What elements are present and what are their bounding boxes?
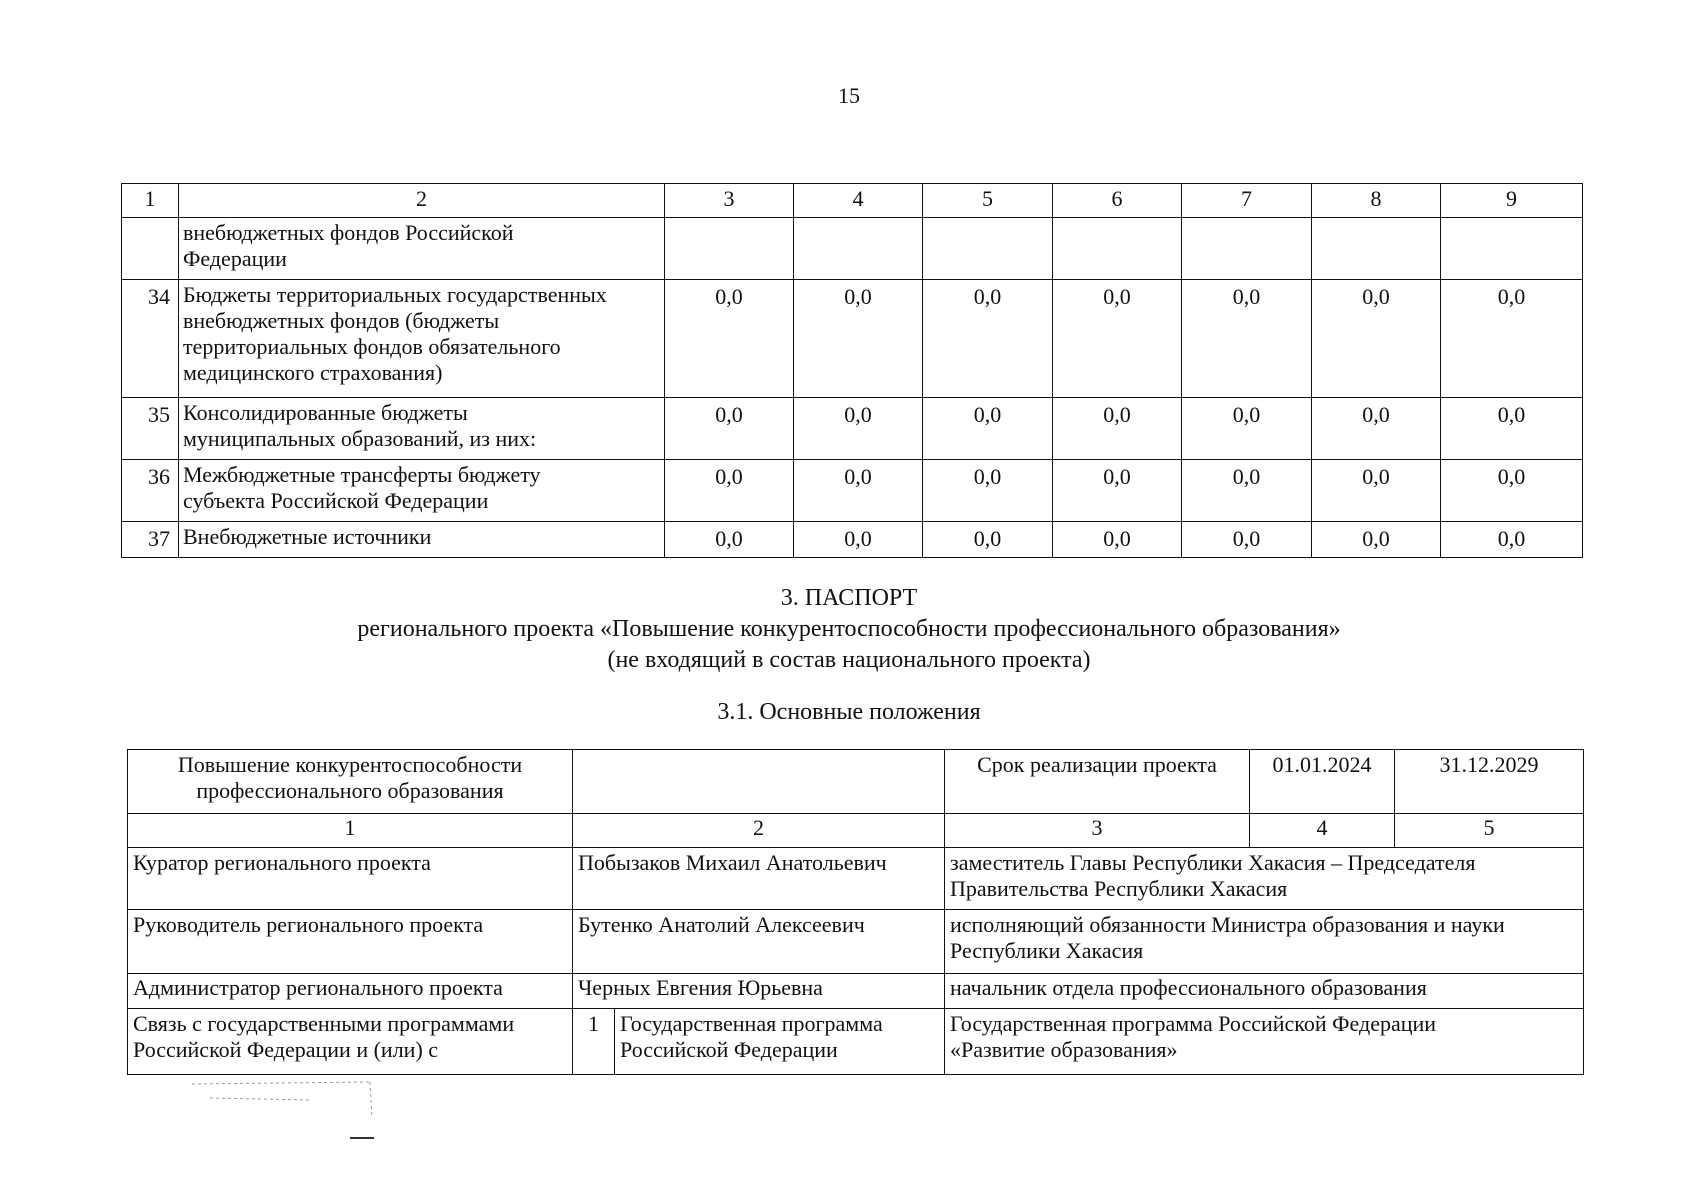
value-cell: [1053, 218, 1182, 280]
table-row: [122, 522, 1583, 558]
value-cell: 0,0: [665, 280, 794, 398]
table-row: [122, 460, 1583, 522]
value-cell: 0,0: [1053, 522, 1182, 558]
person-position: начальник отдела профессионального образования: [945, 974, 1584, 1009]
budget-sources-table: [121, 183, 1583, 558]
value-cell: 0,0: [794, 460, 923, 522]
end-date: 31.12.2029: [1395, 750, 1584, 814]
row-number: 35: [122, 398, 179, 460]
program-number: 1: [573, 1009, 615, 1075]
value-cell: 0,0: [923, 460, 1053, 522]
person-position: [945, 848, 1584, 910]
value-cell: 0,0: [1441, 398, 1583, 460]
link-label-line: Российской Федерации и (или) с: [133, 1037, 439, 1062]
value-cell: [794, 218, 923, 280]
value-cell: 0,0: [923, 280, 1053, 398]
row-name-line: субъекта Российской Федерации: [183, 488, 489, 513]
value-cell: 0,0: [1182, 460, 1312, 522]
row-name: [179, 398, 665, 460]
row-name: [179, 280, 665, 398]
link-label-line: Связь с государственными программами: [133, 1011, 515, 1036]
column-number: 9: [1441, 184, 1583, 218]
value-cell: 0,0: [1441, 280, 1583, 398]
table-row: [128, 848, 1584, 910]
row-name-line: медицинского страхования): [183, 360, 443, 385]
faint-stamp-mark: [190, 1078, 400, 1140]
column-number: 2: [179, 184, 665, 218]
position-line: заместитель Главы Республики Хакасия – Председателя: [950, 850, 1476, 875]
project-name-line: Повышение конкурентоспособности: [177, 752, 523, 777]
column-number: 4: [794, 184, 923, 218]
role-label: Руководитель регионального проекта: [128, 910, 573, 974]
row-name: [179, 218, 665, 280]
row-name-line: внебюджетных фондов Российской: [183, 220, 514, 245]
row-name-line: Консолидированные бюджеты: [183, 400, 468, 425]
program-name-line: Государственная программа Российской Федерации: [950, 1011, 1437, 1036]
value-cell: [1182, 218, 1312, 280]
value-cell: 0,0: [1053, 398, 1182, 460]
value-cell: 0,0: [1441, 460, 1583, 522]
column-number: 5: [923, 184, 1053, 218]
value-cell: [665, 218, 794, 280]
column-number: 7: [1182, 184, 1312, 218]
value-cell: 0,0: [665, 460, 794, 522]
row-name-line: территориальных фондов обязательного: [183, 334, 561, 359]
table-row: [122, 398, 1583, 460]
column-number: 6: [1053, 184, 1182, 218]
value-cell: 0,0: [1312, 460, 1441, 522]
person-position: [945, 910, 1584, 974]
table-header-row: [122, 184, 1583, 218]
table-row: [128, 910, 1584, 974]
row-name: [179, 460, 665, 522]
column-number: 8: [1312, 184, 1441, 218]
value-cell: 0,0: [665, 522, 794, 558]
row-name: [179, 522, 665, 558]
table-row: [128, 1009, 1584, 1075]
start-date: 01.01.2024: [1250, 750, 1395, 814]
section-title: 3. ПАСПОРТ: [780, 585, 918, 611]
subsection-title: 3.1. Основные положения: [717, 699, 981, 725]
role-label: Куратор регионального проекта: [128, 848, 573, 910]
position-line: Правительства Республики Хакасия: [950, 876, 1288, 901]
row-name-line: муниципальных образований, из них:: [183, 426, 537, 451]
project-passport-table: [127, 749, 1584, 1075]
column-number: 1: [128, 814, 573, 848]
section-note: (не входящий в состав национального проекта): [607, 647, 1091, 673]
program-name-line: «Развитие образования»: [950, 1037, 1178, 1062]
project-name-line: профессионального образования: [196, 778, 504, 803]
value-cell: 0,0: [923, 398, 1053, 460]
value-cell: 0,0: [1312, 280, 1441, 398]
value-cell: 0,0: [923, 522, 1053, 558]
term-label: Срок реализации проекта: [945, 750, 1250, 814]
value-cell: 0,0: [1182, 280, 1312, 398]
value-cell: 0,0: [1441, 522, 1583, 558]
value-cell: 0,0: [794, 398, 923, 460]
page-number: 15: [838, 83, 860, 108]
column-number: 4: [1250, 814, 1395, 848]
row-name-line: Межбюджетные трансферты бюджету: [183, 462, 541, 487]
value-cell: 0,0: [1312, 398, 1441, 460]
value-cell: 0,0: [1053, 460, 1182, 522]
empty-cell: [573, 750, 945, 814]
row-name-line: внебюджетных фондов (бюджеты: [183, 308, 500, 333]
passport-header-row: [128, 750, 1584, 814]
person-name: Бутенко Анатолий Алексеевич: [573, 910, 945, 974]
column-number: 1: [122, 184, 179, 218]
value-cell: 0,0: [665, 398, 794, 460]
row-number: 37: [122, 522, 179, 558]
value-cell: 0,0: [1312, 522, 1441, 558]
row-name-line: Федерации: [183, 246, 287, 271]
row-name-line: Внебюджетные источники: [183, 524, 432, 549]
project-name: [128, 750, 573, 814]
position-line: Республики Хакасия: [950, 938, 1144, 963]
table-row: [122, 280, 1583, 398]
value-cell: [923, 218, 1053, 280]
program-type-line: Российской Федерации: [620, 1037, 838, 1062]
row-name-line: Бюджеты территориальных государственных: [183, 282, 607, 307]
program-type: [615, 1009, 945, 1075]
person-name: Побызаков Михаил Анатольевич: [573, 848, 945, 910]
value-cell: 0,0: [1182, 398, 1312, 460]
table-row: [128, 974, 1584, 1009]
value-cell: 0,0: [794, 522, 923, 558]
value-cell: 0,0: [794, 280, 923, 398]
role-label: Администратор регионального проекта: [128, 974, 573, 1009]
position-line: исполняющий обязанности Министра образования и науки: [950, 912, 1505, 937]
row-number: [122, 218, 179, 280]
program-type-line: Государственная программа: [620, 1011, 883, 1036]
column-number-row: [128, 814, 1584, 848]
column-number: 5: [1395, 814, 1584, 848]
program-name: [945, 1009, 1584, 1075]
row-number: 34: [122, 280, 179, 398]
section-subtitle: регионального проекта «Повышение конкурентоспособности профессионального образования»: [357, 616, 1341, 642]
column-number: 2: [573, 814, 945, 848]
value-cell: 0,0: [1053, 280, 1182, 398]
value-cell: [1312, 218, 1441, 280]
column-number: 3: [665, 184, 794, 218]
table-row: [122, 218, 1583, 280]
link-label: [128, 1009, 573, 1075]
value-cell: 0,0: [1182, 522, 1312, 558]
column-number: 3: [945, 814, 1250, 848]
row-number: 36: [122, 460, 179, 522]
value-cell: [1441, 218, 1583, 280]
person-name: Черных Евгения Юрьевна: [573, 974, 945, 1009]
